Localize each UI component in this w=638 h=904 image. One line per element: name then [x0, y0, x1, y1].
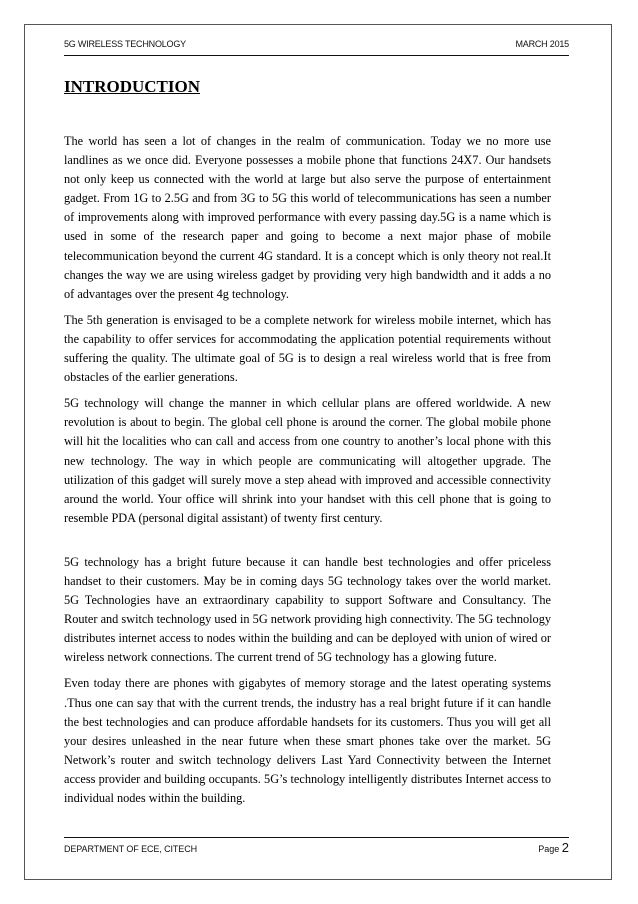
paragraph: 5G technology has a bright future because it can handle best technologies and offer priceless handset to their customers. May be in coming days 5G technology takes over the world market. 5G Technologies have an extraordinary capability to support Software and Consultancy. The Router and switch technology used in 5G network providing high connectivity. The 5G technology distributes internet access to nodes within the building and can be deployed with union of wired or wireless network connections. The current trend of 5G technology has a glowing future.: [64, 554, 551, 665]
paragraph: 5G technology will change the manner in which cellular plans are offered worldwide. A new revolution is about to begin. The global cell phone is around the corner. The global mobile phone will hit the localities who can call and access from one country to another’s local phone with this new technology. The way in which people are communicating will altogether upgrade. The utilization of this gadget will surely move a step ahead with improved and accessible connectivity around the world. Your office will shrink into your handset with this cell phone that is going to resemble PDA (personal digital assistant) of twenty first century.: [64, 396, 551, 525]
header-divider: [64, 55, 569, 56]
header-document-title: 5G WIRELESS TECHNOLOGY: [64, 39, 186, 49]
page-label: Page: [538, 844, 560, 854]
page-header: [64, 38, 569, 52]
section-title: INTRODUCTION: [64, 77, 201, 96]
footer-divider: [64, 837, 569, 838]
header-date: MARCH 2015: [515, 39, 569, 49]
page-footer: [64, 840, 569, 856]
paragraph: Even today there are phones with gigabytes of memory storage and the latest operating systems .Thus one can say that with the current trends, the industry has a real bright future if it can handle the best technologies and can produce affordable handsets for its customers. Thus you will get all your desires unleashed in the near future when these smart phones take over the market. 5G Network’s router and switch technology delivers Last Yard Connectivity between the Internet access provider and building occupants. 5G’s technology intelligently distributes Internet access to individual nodes within the building.: [64, 676, 551, 805]
paragraph: The world has seen a lot of changes in the realm of communication. Today we no more use landlines as we once did. Everyone possesses a mobile phone that functions 24X7. Our handsets not only keep us connected with the world at large but also serve the purpose of entertainment gadget. From 1G to 2.5G and from 3G to 5G this world of telecommunications has seen a number of improvements along with improved performance with every passing day.5G is a name which is used in some of the research paper and going to become a next major phase of mobile telecommunication beyond the current 4G standard. It is a concept which is only theory not real.It changes the way we are using wireless gadget by providing very high bandwidth and it adds a no of advantages over the present 4g technology.: [64, 134, 551, 301]
footer-department: DEPARTMENT OF ECE, CITECH: [64, 844, 198, 854]
page-number: 2: [561, 840, 569, 855]
page-number-label: [538, 840, 569, 855]
body-text: [64, 132, 551, 815]
paragraph: The 5th generation is envisaged to be a complete network for wireless mobile internet, which has the capability to offer services for accommodating the application potential requirements without suffering the quality. The ultimate goal of 5G is to design a real wireless world that is free from obstacles of the earlier generations.: [64, 312, 551, 385]
